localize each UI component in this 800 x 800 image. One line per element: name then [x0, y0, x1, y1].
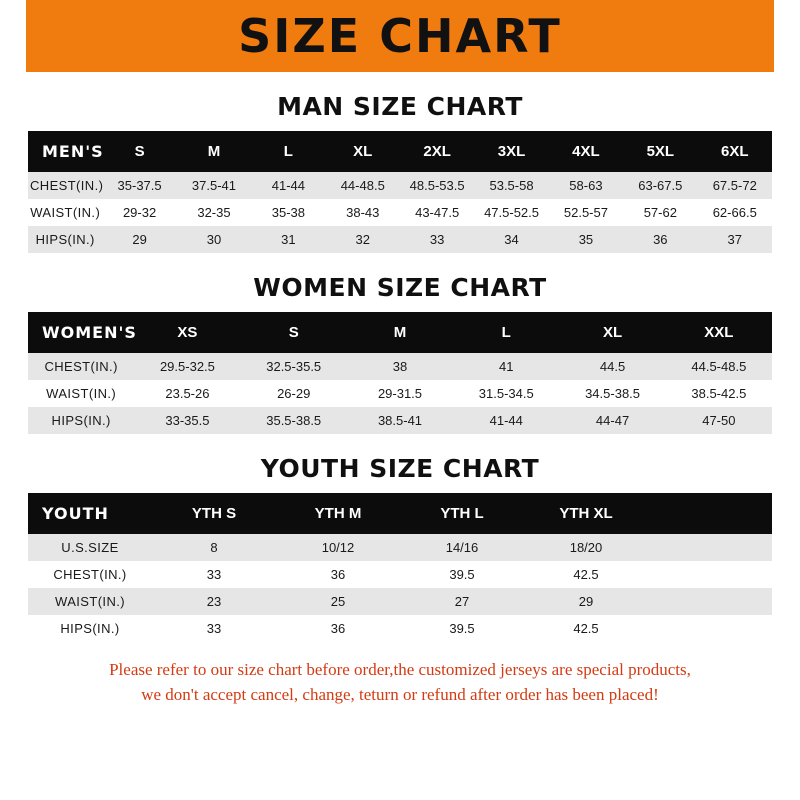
men-chest-3xl: 53.5-58 [474, 172, 548, 199]
table-row [28, 407, 772, 434]
youth-size-table [28, 493, 772, 642]
youth-waist-m: 25 [276, 588, 400, 615]
men-waist-s: 29-32 [102, 199, 176, 226]
youth-waist-s: 23 [152, 588, 276, 615]
men-hips-5xl: 36 [623, 226, 697, 253]
section-title-men: MAN SIZE CHART [277, 92, 523, 121]
youth-ussize-m: 10/12 [276, 534, 400, 561]
youth-col-xl: YTH XL [524, 493, 648, 534]
youth-ussize-l: 14/16 [400, 534, 524, 561]
youth-col-s: YTH S [152, 493, 276, 534]
women-table-body [28, 353, 772, 434]
men-col-l: L [251, 131, 325, 172]
youth-hips-m: 36 [276, 615, 400, 642]
section-title-women: WOMEN SIZE CHART [253, 273, 547, 302]
youth-header-label: YOUTH [28, 493, 152, 534]
youth-hips-xl: 42.5 [524, 615, 648, 642]
women-col-xs: XS [134, 312, 240, 353]
table-header-row [28, 131, 772, 172]
women-hips-xxl: 47-50 [666, 407, 772, 434]
men-hips-m: 30 [177, 226, 251, 253]
youth-hips-spacer [648, 615, 772, 642]
youth-waist-spacer [648, 588, 772, 615]
youth-row-label-waist: WAIST(IN.) [28, 588, 152, 615]
men-hips-l: 31 [251, 226, 325, 253]
women-chest-xl: 44.5 [559, 353, 665, 380]
women-chest-s: 32.5-35.5 [241, 353, 347, 380]
women-chest-m: 38 [347, 353, 453, 380]
youth-table-body [28, 534, 772, 642]
women-waist-xl: 34.5-38.5 [559, 380, 665, 407]
men-row-label-hips: HIPS(IN.) [28, 226, 102, 253]
men-row-label-chest: CHEST(IN.) [28, 172, 102, 199]
men-chest-2xl: 48.5-53.5 [400, 172, 474, 199]
youth-hips-l: 39.5 [400, 615, 524, 642]
men-waist-6xl: 62-66.5 [698, 199, 772, 226]
youth-waist-l: 27 [400, 588, 524, 615]
men-waist-5xl: 57-62 [623, 199, 697, 226]
women-hips-xl: 44-47 [559, 407, 665, 434]
women-col-s: S [241, 312, 347, 353]
men-row-label-waist: WAIST(IN.) [28, 199, 102, 226]
women-waist-xxl: 38.5-42.5 [666, 380, 772, 407]
table-row [28, 226, 772, 253]
men-chest-6xl: 67.5-72 [698, 172, 772, 199]
youth-ussize-s: 8 [152, 534, 276, 561]
women-hips-l: 41-44 [453, 407, 559, 434]
women-hips-s: 35.5-38.5 [241, 407, 347, 434]
men-hips-3xl: 34 [474, 226, 548, 253]
table-header-row [28, 312, 772, 353]
chart-content [0, 92, 800, 707]
men-chest-m: 37.5-41 [177, 172, 251, 199]
men-hips-6xl: 37 [698, 226, 772, 253]
women-waist-s: 26-29 [241, 380, 347, 407]
youth-col-m: YTH M [276, 493, 400, 534]
women-col-l: L [453, 312, 559, 353]
men-waist-3xl: 47.5-52.5 [474, 199, 548, 226]
men-waist-m: 32-35 [177, 199, 251, 226]
women-col-xl: XL [559, 312, 665, 353]
youth-col-l: YTH L [400, 493, 524, 534]
youth-chest-l: 39.5 [400, 561, 524, 588]
women-chest-l: 41 [453, 353, 559, 380]
men-hips-xl: 32 [326, 226, 400, 253]
women-waist-m: 29-31.5 [347, 380, 453, 407]
men-waist-l: 35-38 [251, 199, 325, 226]
youth-row-label-hips: HIPS(IN.) [28, 615, 152, 642]
women-size-table [28, 312, 772, 434]
men-col-m: M [177, 131, 251, 172]
women-chest-xxl: 44.5-48.5 [666, 353, 772, 380]
men-chest-l: 41-44 [251, 172, 325, 199]
men-col-5xl: 5XL [623, 131, 697, 172]
women-waist-l: 31.5-34.5 [453, 380, 559, 407]
table-row [28, 172, 772, 199]
footer-note-line2: we don't accept cancel, change, teturn or refund after order has been placed! [141, 684, 659, 704]
youth-ussize-xl: 18/20 [524, 534, 648, 561]
women-hips-m: 38.5-41 [347, 407, 453, 434]
men-table-body [28, 172, 772, 253]
youth-col-spacer [648, 493, 772, 534]
youth-chest-m: 36 [276, 561, 400, 588]
table-row [28, 561, 772, 588]
men-col-3xl: 3XL [474, 131, 548, 172]
men-waist-2xl: 43-47.5 [400, 199, 474, 226]
youth-hips-s: 33 [152, 615, 276, 642]
women-table-head [28, 312, 772, 353]
table-row [28, 615, 772, 642]
table-row [28, 534, 772, 561]
men-col-4xl: 4XL [549, 131, 623, 172]
table-row [28, 380, 772, 407]
header-band [0, 0, 800, 72]
women-row-label-hips: HIPS(IN.) [28, 407, 134, 434]
men-waist-4xl: 52.5-57 [549, 199, 623, 226]
men-chest-5xl: 63-67.5 [623, 172, 697, 199]
youth-ussize-spacer [648, 534, 772, 561]
women-row-label-waist: WAIST(IN.) [28, 380, 134, 407]
women-chest-xs: 29.5-32.5 [134, 353, 240, 380]
table-row [28, 353, 772, 380]
men-hips-4xl: 35 [549, 226, 623, 253]
page-title: SIZE CHART [238, 9, 562, 63]
youth-table-head [28, 493, 772, 534]
men-size-table [28, 131, 772, 253]
women-hips-xs: 33-35.5 [134, 407, 240, 434]
men-header-label: MEN'S [28, 131, 102, 172]
youth-chest-s: 33 [152, 561, 276, 588]
women-col-m: M [347, 312, 453, 353]
men-table-head [28, 131, 772, 172]
section-title-youth: YOUTH SIZE CHART [260, 454, 540, 483]
women-row-label-chest: CHEST(IN.) [28, 353, 134, 380]
men-chest-xl: 44-48.5 [326, 172, 400, 199]
men-hips-2xl: 33 [400, 226, 474, 253]
women-col-xxl: XXL [666, 312, 772, 353]
men-col-6xl: 6XL [698, 131, 772, 172]
footer-note-line1: Please refer to our size chart before order,the customized jerseys are special products, [109, 660, 691, 679]
men-chest-s: 35-37.5 [102, 172, 176, 199]
table-row [28, 588, 772, 615]
footer-note [28, 658, 772, 707]
men-col-s: S [102, 131, 176, 172]
women-waist-xs: 23.5-26 [134, 380, 240, 407]
men-col-xl: XL [326, 131, 400, 172]
men-waist-xl: 38-43 [326, 199, 400, 226]
men-hips-s: 29 [102, 226, 176, 253]
youth-chest-spacer [648, 561, 772, 588]
youth-waist-xl: 29 [524, 588, 648, 615]
men-col-2xl: 2XL [400, 131, 474, 172]
youth-row-label-chest: CHEST(IN.) [28, 561, 152, 588]
women-header-label: WOMEN'S [28, 312, 134, 353]
men-chest-4xl: 58-63 [549, 172, 623, 199]
youth-chest-xl: 42.5 [524, 561, 648, 588]
table-header-row [28, 493, 772, 534]
youth-row-label-ussize: U.S.SIZE [28, 534, 152, 561]
table-row [28, 199, 772, 226]
